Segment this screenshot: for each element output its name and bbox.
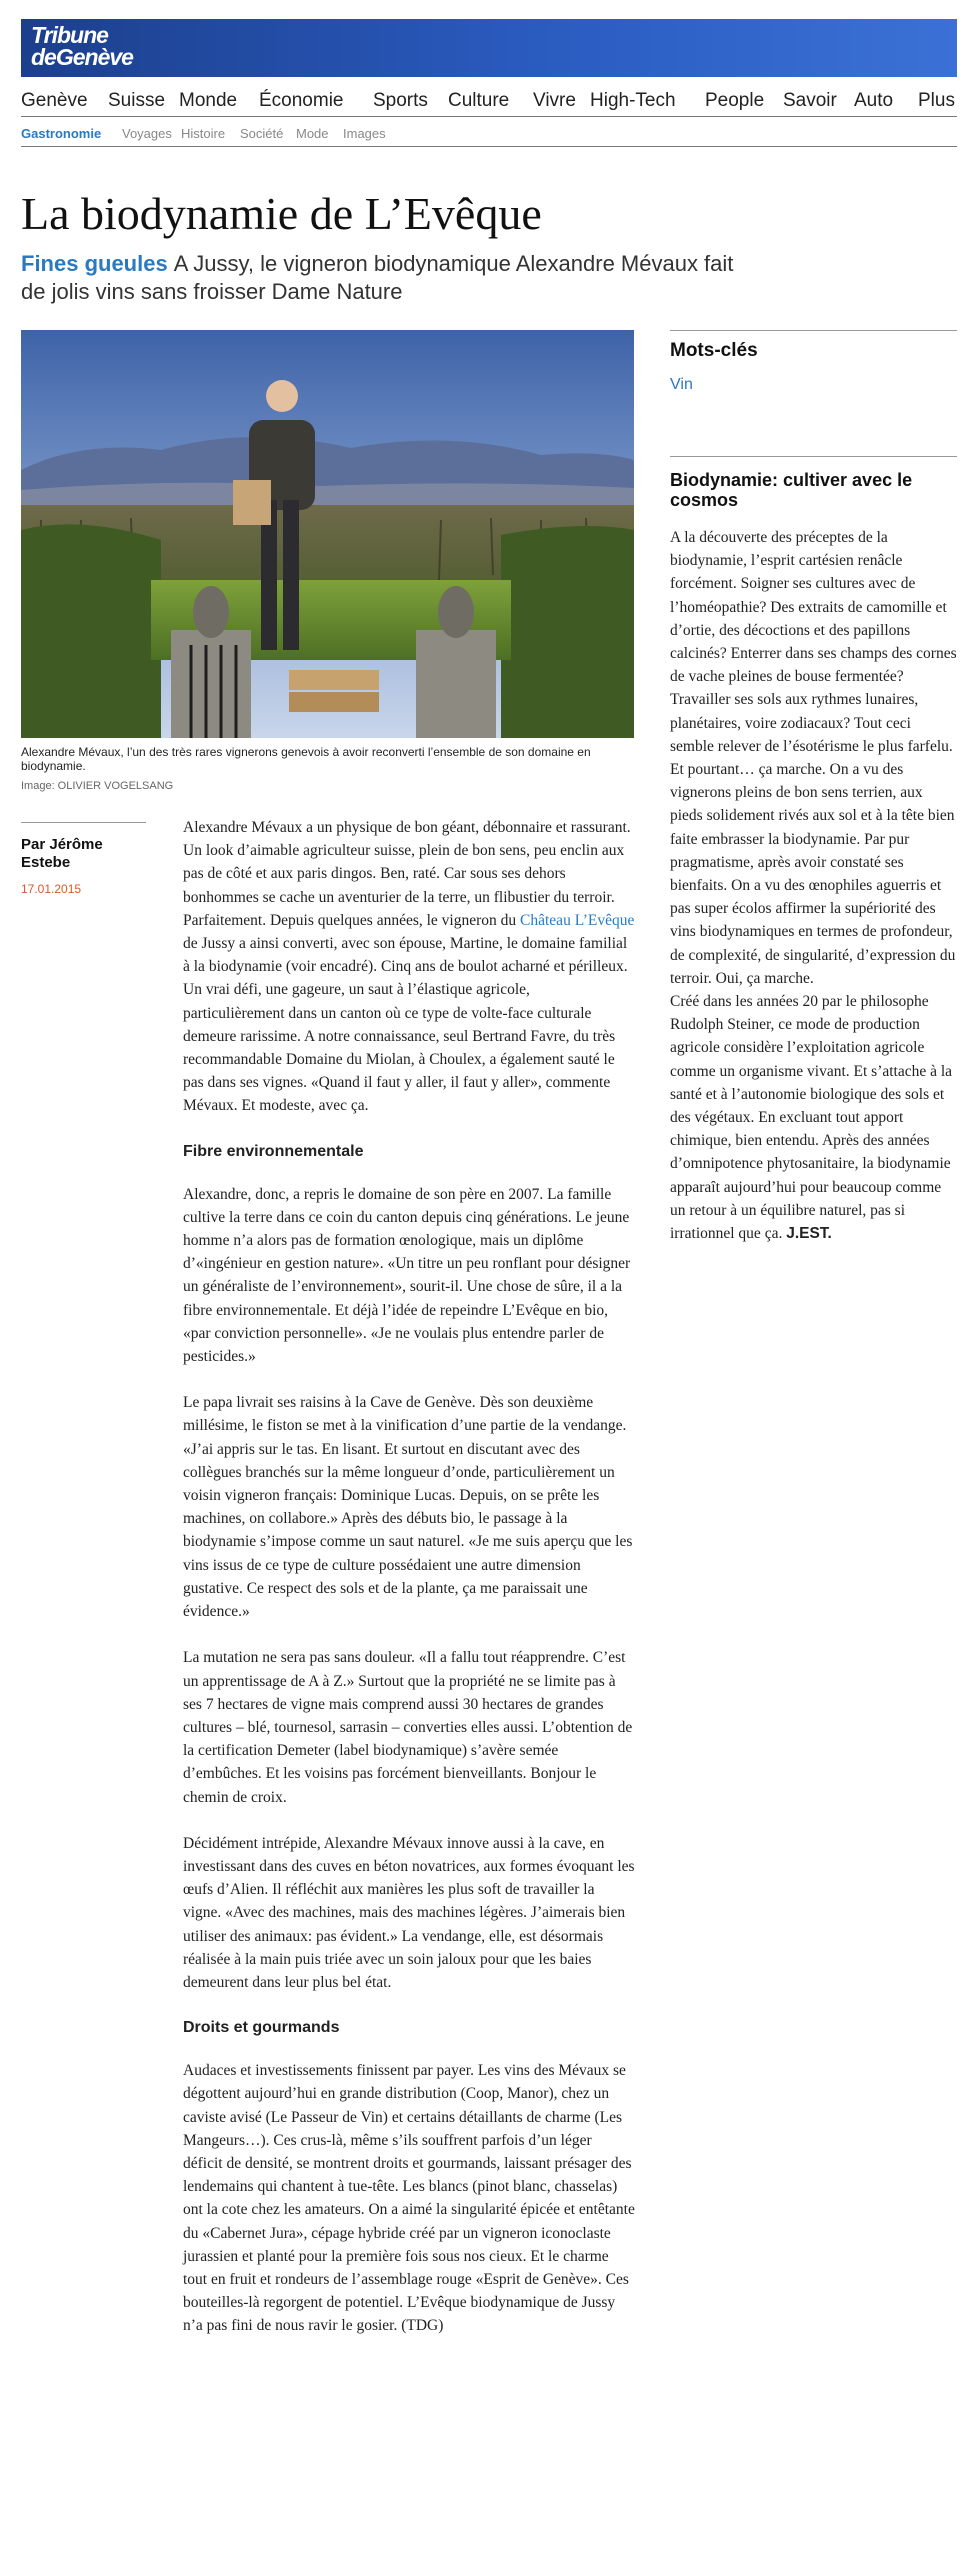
sidebar-box-body (670, 526, 957, 1245)
main-navigation (21, 88, 957, 117)
body-paragraph: Alexandre, donc, a repris le domaine de son père en 2007. La famille cultive la terre dans ce coin du canton depuis cinq générations. Le jeune homme n’a alors pas de formation œnologique, mais un diplôme d’«ingénieur en gestion nature». «Un titre un peu ronflant pour désigner un généraliste de l’environnement», sourit-il. Une chose de sûre, il a la fibre environnementale. Et déjà l’idée de repeindre L’Evêque en bio, «par conviction personnelle». «Je ne voulais plus entendre parler de pesticides.» (183, 1185, 631, 1366)
body-paragraph: La mutation ne sera pas sans douleur. «Il a fallu tout réapprendre. C’est un apprentissage de A à Z.» Surtout que la propriété ne se limite pas à ses 7 hectares de vigne mais comprend aussi 30 hectares de grandes cultures – blé, tournesol, sarrasin – converties elles aussi. L’obtention de la certification Demeter (label biodynamique) s’avère semée d’embûches. Et les voisins pas forcément bienveillants. Bonjour le chemin de croix. (183, 1649, 633, 1806)
subnav-item-gastronomie[interactable]: Gastronomie (21, 126, 102, 141)
nav-item-geneve[interactable]: Genève (21, 90, 88, 111)
subnav-item-voyages[interactable]: Voyages (122, 126, 172, 141)
nav-item-high-tech[interactable]: High-Tech (590, 90, 676, 111)
body-paragraph: Audaces et investissements finissent par payer. Les vins des Mévaux se dégottent aujourd’hui en grande distribution (Coop, Manor), chez un caviste avisé (Le Passeur de Vin) et certains détaillants de charme (Les Mangeurs…). Ces crus-là, même s’ils souffrent parfois d’un léger déficit de densité, se montrent droits et gourmands, laissant présager des lendemains qui chantent à tue-tête. Les blancs (pinot blanc, chasselas) ont la cote chez les amateurs. On a aimé la singularité épicée et entêtante du «Cabernet Jura», cépage hybride créé par un vigneron iconoclaste jurassien et planté pour la première fois sous nos cieux. Et le charme tout en fruit et rondeurs de l’assemblage rouge «Esprit de Genève». Ces bouteilles-là regorgent de potentiel. L’Evêque biodynamique de Jussy n’a pas fini de nous ravir le gosier. (TDG) (183, 2062, 635, 2335)
nav-item-culture[interactable]: Culture (448, 90, 510, 111)
keyword-link-vin[interactable]: Vin (670, 376, 693, 393)
sidebar-paragraph (670, 990, 957, 1245)
article-kicker: Fines gueules (21, 251, 168, 276)
sidebar-text: Créé dans les années 20 par le philosophe Rudolph Steiner, ce mode de production agricole considère l’exploitation agricole comme un organisme vivant. Et s’attache à la santé et à l’autonomie biologique des sols et des végétaux. En excluant tout apport chimique, bien entendu. Après des années d’omnipotence phytosanitaire, la biodynamie apparaît aujourd’hui pour beaucoup comme un retour à un équilibre naturel, pas si irrationnel que ça. (670, 993, 953, 1243)
section-heading-fibre: Fibre environnementale (183, 1142, 364, 1160)
nav-item-people[interactable]: People (705, 90, 765, 111)
logo-line-1: Tribune (31, 22, 108, 48)
body-paragraph: Décidément intrépide, Alexandre Mévaux innove aussi à la cave, en investissant dans des cuves en béton novatrices, aux formes évoquant les œufs d’Alien. Il réfléchit aux manières les plus soft de travailler la vigne. «Avec des machines, mais des machines légères. J’aimerais bien utiliser des animaux: pas évident.» La vendange, elle, est désormais réalisée à la main puis triée avec un soin jaloux pour que les baies demeurent dans leur plus bel état. (183, 1834, 635, 1991)
sub-navigation (21, 124, 957, 147)
subnav-item-histoire[interactable]: Histoire (181, 126, 226, 141)
photo-caption: Alexandre Mévaux, l’un des très rares vignerons genevois à avoir reconverti l’ensemble de son domaine en biodynamie. (21, 745, 591, 773)
subnav-item-images[interactable]: Images (343, 126, 386, 141)
keywords-title: Mots-clés (670, 340, 758, 361)
nav-item-monde[interactable]: Monde (179, 90, 238, 111)
nav-item-sports[interactable]: Sports (373, 90, 428, 111)
author-byline: Par Jérôme Estebe (21, 836, 103, 871)
article-photo[interactable] (21, 330, 634, 738)
byline-divider (21, 822, 146, 823)
vineyard-photo-illustration (21, 330, 634, 738)
body-paragraph (183, 816, 635, 1118)
nav-item-suisse[interactable]: Suisse (108, 90, 166, 111)
chateau-leveque-link[interactable]: Château L’Evêque (520, 911, 635, 929)
sidebar-signature: J.EST. (786, 1225, 832, 1243)
section-heading-droits: Droits et gourmands (183, 2019, 340, 2037)
sidebar-box-title: Biodynamie: cultiver avec le cosmos (670, 470, 913, 510)
subnav-item-societe[interactable]: Société (240, 126, 284, 141)
photo-credit: Image: OLIVIER VOGELSANG (21, 780, 174, 792)
article-title: La biodynamie de L’Evêque (21, 188, 542, 239)
subnav-item-mode[interactable]: Mode (296, 126, 329, 141)
article-body (183, 816, 635, 2361)
site-logo[interactable] (31, 24, 133, 68)
nav-item-economie[interactable]: Économie (259, 90, 344, 111)
publish-date: 17.01.2015 (21, 882, 82, 896)
nav-item-savoir[interactable]: Savoir (783, 90, 837, 111)
article-deck (21, 250, 741, 306)
masthead (21, 19, 957, 77)
body-text: Alexandre Mévaux a un physique de bon géant, débonnaire et rassurant. Un look d’aimable agriculteur suisse, plein de bon sens, peu enclin aux pas de côté et aux paris dingos. Ben, raté. Car sous ses dehors bonhommes se cache un aventurier de la terre, un flibustier du terroir. Parfaitement. Depuis quelques années, le vigneron du (183, 819, 631, 929)
article-standfirst: A Jussy, le vigneron biodynamique Alexandre Mévaux fait de jolis vins sans froisser Dame Nature (21, 251, 734, 304)
sidebar-divider (670, 456, 957, 457)
nav-item-auto[interactable]: Auto (854, 90, 894, 111)
sidebar-divider (670, 330, 957, 331)
sidebar-paragraph: A la découverte des préceptes de la biodynamie, l’esprit cartésien renâcle forcément. Soigner ses cultures avec de l’homéopathie? Des extraits de camomille et d’ortie, des décoctions et des papillons calcinés? Enterrer dans ses champs des cornes de vache pleines de bouse fermentée? Travailler ses sols aux rythmes lunaires, planétaires, voire zodiacaux? Tout ceci semble relever de l’ésotérisme le plus farfelu. Et pourtant… ça marche. On a vu des vignerons pleins de bon sens terrien, aux pieds solidement rivés aux sol et à la tête bien faite embrasser la biodynamie. Par pur pragmatisme, après avoir constaté ses bienfaits. On a vu des œnophiles aguerris et pas super écolos affirmer la supériorité des vins biodynamiques en termes de profondeur, de complexité, de singularité, d’expression du terroir. Oui, ça marche. (670, 529, 957, 987)
nav-item-plus[interactable]: Plus (918, 90, 955, 111)
nav-item-vivre[interactable]: Vivre (533, 90, 576, 111)
body-paragraph: Le papa livrait ses raisins à la Cave de Genève. Dès son deuxième millésime, le fiston se met à la vinification d’une partie de la vendange. «J’ai appris sur le tas. En lisant. Et surtout en discutant avec des collègues branchés sur la même longueur d’onde, particulièrement un voisin vigneron français: Dominique Lucas. Depuis, on se prête les machines, on collabore.» Après des débuts bio, le passage à la biodynamie s’impose comme un saut naturel. «Je me suis aperçu que les vins issus de ce type de culture possédaient une autre dimension gustative. Ce respect des sols et de la plante, ça me paraissait une évidence.» (183, 1394, 633, 1621)
logo-line-2: deGenève (31, 44, 133, 70)
body-text: de Jussy a ainsi converti, avec son épouse, Martine, le domaine familial à la biodynamie (voir encadré). Cinq ans de boulot acharné et périlleux. Un vrai défi, une gageure, un saut à l’élastique agricole, particulièrement dans un canton où ce type de volte-face culturale demeure rarissime. A notre connaissance, seul Bertrand Favre, du très recommandable Domaine du Miolan, à Choulex, a également sauté le pas dans ses vignes. «Quand il faut y aller, il faut y aller», commente Mévaux. Et modeste, avec ça. (183, 935, 628, 1115)
